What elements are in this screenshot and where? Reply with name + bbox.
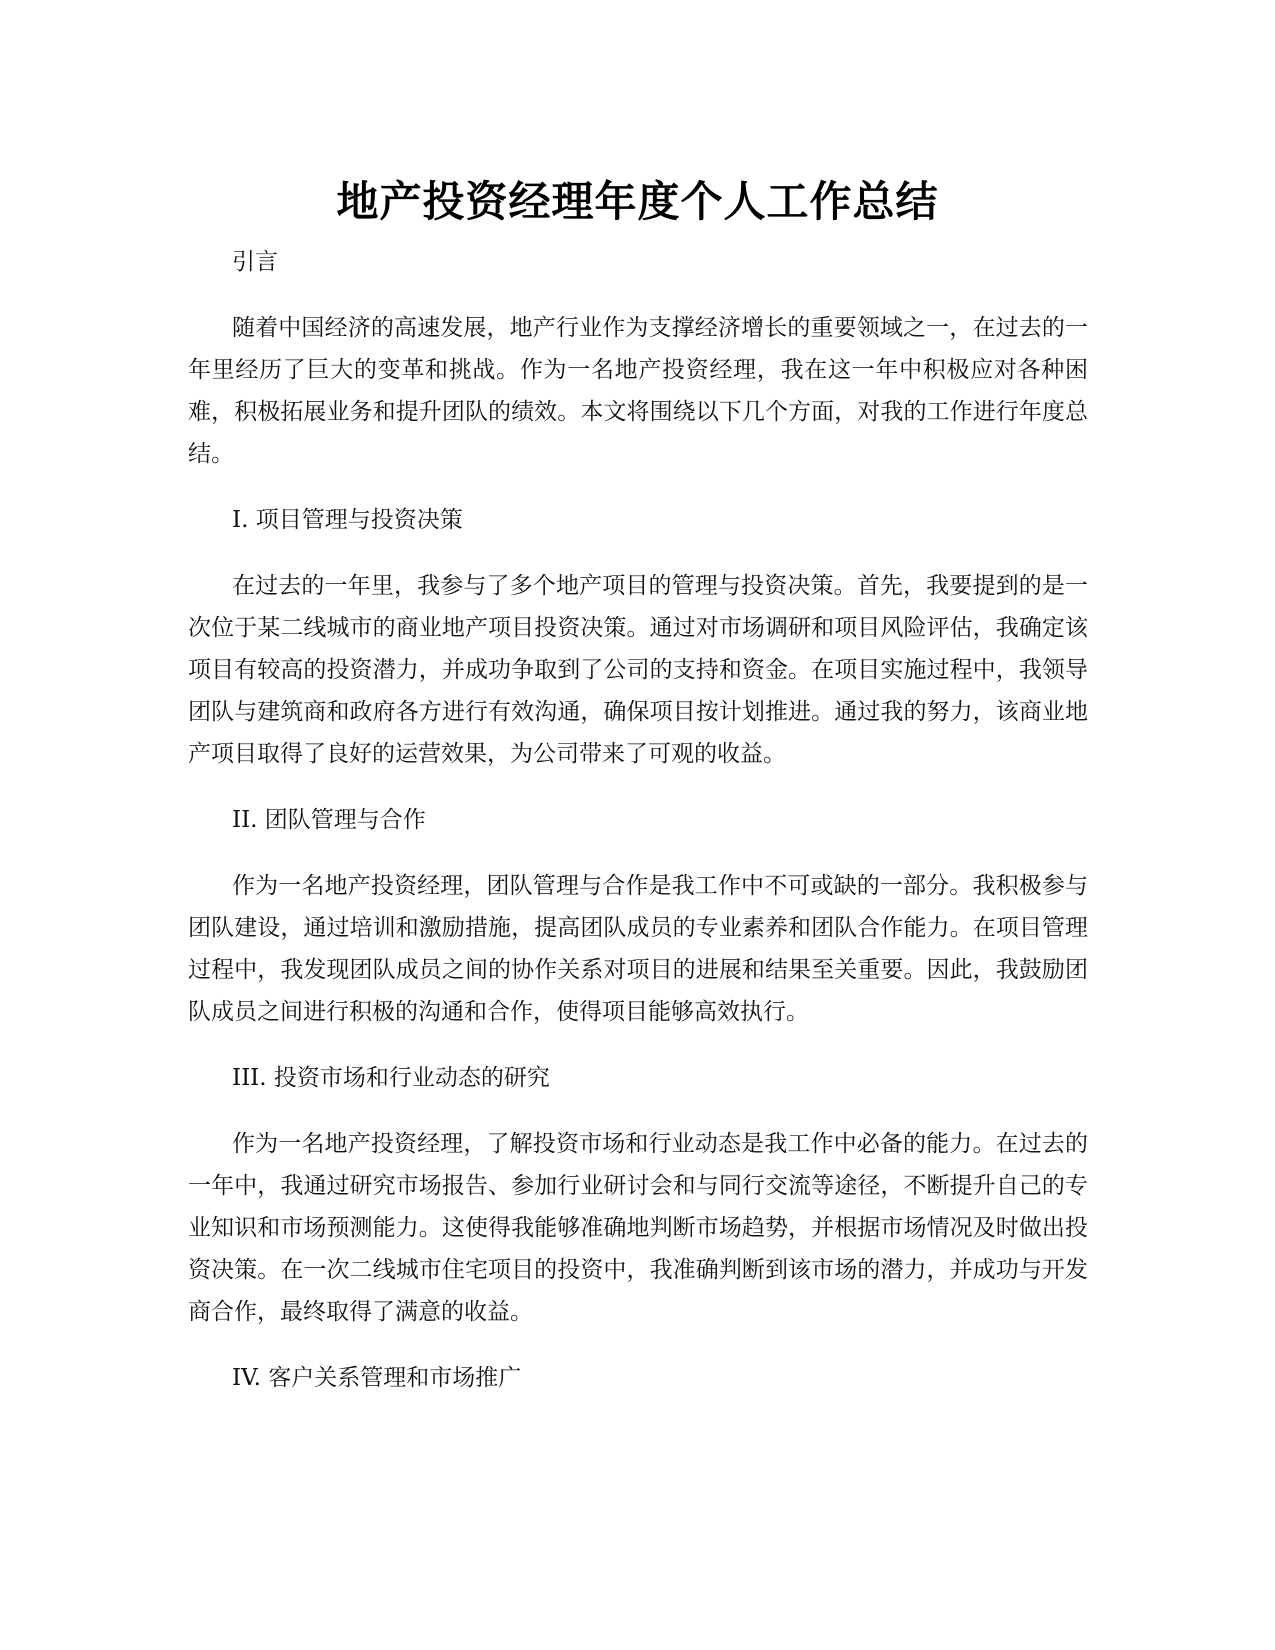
section-heading-market-research: III. 投资市场和行业动态的研究	[232, 1065, 550, 1091]
document-body	[188, 241, 1088, 1423]
section-heading-client-relations: IV. 客户关系管理和市场推广	[232, 1365, 522, 1391]
section-body-market-research: 作为一名地产投资经理，了解投资市场和行业动态是我工作中必备的能力。在过去的一年中，我通过研究市场报告、参加行业研讨会和与同行交流等途径，不断提升自己的专业知识和市场预测能力。这使得我能够准确地判断市场趋势，并根据市场情况及时做出投资决策。在一次二线城市住宅项目的投资中，我准确判断到该市场的潜力，并成功与开发商合作，最终取得了满意的收益。	[188, 1131, 1088, 1325]
section-heading-intro: 引言	[232, 249, 278, 275]
document-title: 地产投资经理年度个人工作总结	[336, 177, 939, 227]
section-body-intro: 随着中国经济的高速发展，地产行业作为支撑经济增长的重要领域之一，在过去的一年里经历了巨大的变革和挑战。作为一名地产投资经理，我在这一年中积极应对各种困难，积极拓展业务和提升团队的绩效。本文将围绕以下几个方面，对我的工作进行年度总结。	[188, 315, 1088, 467]
section-heading-project-management: I. 项目管理与投资决策	[232, 507, 463, 533]
section-heading-team-management: II. 团队管理与合作	[232, 807, 426, 833]
section-body-team-management: 作为一名地产投资经理，团队管理与合作是我工作中不可或缺的一部分。我积极参与团队建设，通过培训和激励措施，提高团队成员的专业素养和团队合作能力。在项目管理过程中，我发现团队成员之间的协作关系对项目的进展和结果至关重要。因此，我鼓励团队成员之间进行积极的沟通和合作，使得项目能够高效执行。	[188, 873, 1088, 1025]
section-body-project-management: 在过去的一年里，我参与了多个地产项目的管理与投资决策。首先，我要提到的是一次位于某二线城市的商业地产项目投资决策。通过对市场调研和项目风险评估，我确定该项目有较高的投资潜力，并成功争取到了公司的支持和资金。在项目实施过程中，我领导团队与建筑商和政府各方进行有效沟通，确保项目按计划推进。通过我的努力，该商业地产项目取得了良好的运营效果，为公司带来了可观的收益。	[188, 573, 1088, 767]
